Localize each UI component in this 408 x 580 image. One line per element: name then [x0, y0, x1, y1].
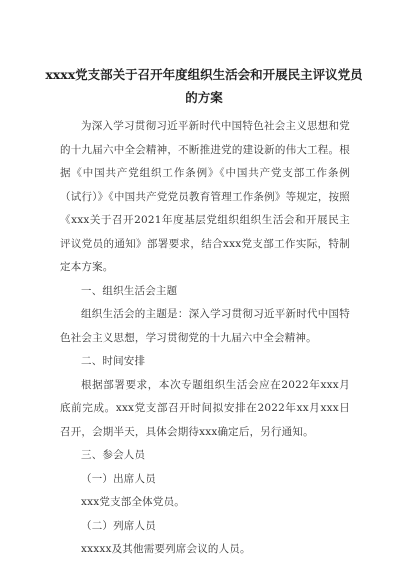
section-1-heading: 一、组织生活会主题: [81, 284, 178, 297]
intro-paragraph: 为深入学习贯彻习近平新时代中国特色社会主义思想和党的十九届六中全会精神，不断推进党的建设新的伟大工程。根据《中国共产党组织工作条例》《中国共产党支部工作条例（试行）》《中国共产党党员教育管理工作条例》等规定，按照《xxx关于召开2021年度基层党组织组织生活会和开展民主评议党员的通知》部署要求，结合xxx党支部工作实际，特制定本方案。: [60, 120, 350, 273]
document-body: [60, 115, 350, 562]
subsection-2-text: xxxxx及其他需要列席会议的人员。: [81, 543, 251, 555]
section-3-heading: 三、参会人员: [81, 449, 146, 461]
document-title-line-1: xxxx党支部关于召开年度组织生活会和开展民主评议党员: [45, 67, 363, 82]
subsection-1-heading: （一）出席人员: [81, 472, 156, 485]
section-2-text: 根据部署要求，本次专题组织生活会应在2022年xxx月底前完成。xxx党支部召开时间拟安排在2022年xx月xxx日召开，会期半天，具体会期待xxx确定后，另行通知。: [60, 378, 350, 438]
document-title-line-2: 的方案: [185, 90, 223, 105]
section-1-text: 组织生活会的主题是：深入学习贯彻习近平新时代中国特色社会主义思想，学习贯彻党的十九届六中全会精神。: [60, 308, 350, 344]
section-2-heading: 二、时间安排: [81, 355, 146, 367]
subsection-2-heading: （二）列席人员: [81, 519, 156, 532]
subsection-1-text: xxx党支部全体党员。: [81, 496, 185, 508]
